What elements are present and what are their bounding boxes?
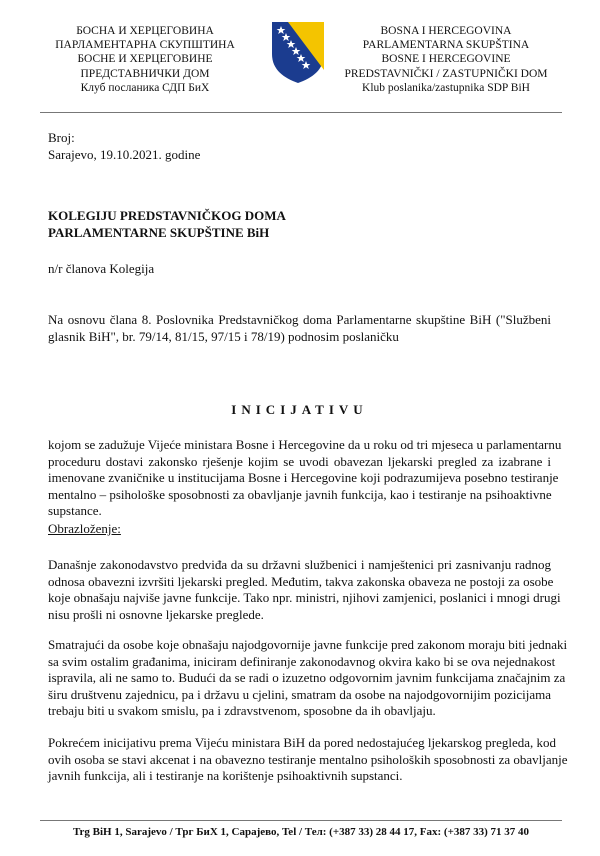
text-line: kojom se zadužuje Vijeće ministara Bosne i Hercegovine da u roku od tri mjeseca u parlamentarnu [48,437,562,452]
text-line: nisu prošli ni osnovne ljekarske preglede. [48,606,264,622]
header-left-line: Клуб посланика СДП БиХ [80,81,210,94]
text-line: proceduru dostavi zakonsko rješenje kojim se uvodi obavezan ljekarski pregled za izabrane i [48,453,551,469]
explanation-paragraph-2 [48,637,568,720]
text-line: koje obnašaju najviše javne funkcije. Tako npr. ministri, njihovi zamjenici, poslanici i mnogi drugi [48,590,561,606]
header-left-line: БОСНЕ И ХЕРЦЕГОВИНЕ [77,53,213,66]
text-line: ispravila, ali ne samo to. Budući da se radi o izuzetno odgovornim javnim funkcijama značajnim za [48,670,566,686]
header-left-line: ПАРЛАМЕНТАРНА СКУПШТИНА [55,39,235,52]
header-left-line: БОСНА И ХЕРЦЕГОВИНА [76,25,214,37]
header-left-cyrillic [40,24,250,95]
header-right-line: BOSNE I HERCEGOVINE [381,53,511,66]
header-right-line: Klub poslanika/zastupnika SDP BiH [362,81,530,94]
footer-divider [40,820,562,821]
text-line: Današnje zakonodavstvo predviđa da su državni službenici i namještenici pri zasnivanju radnog [48,557,551,572]
text-line: glasnik BiH", br. 79/14, 81/15, 97/15 i 78/19) podnosim poslaničku [48,328,399,344]
text-line: odnosa obavezni izvršiti ljekarski pregled. Međutim, takva zakonska obaveza ne postoji za osobe [48,573,554,589]
header-right-line: PREDSTAVNIČKI / ZASTUPNIČKI DOM [344,67,548,80]
document-number: Broj: [48,130,75,145]
header-divider [40,112,562,113]
recipient-line-1: KOLEGIJU PREDSTAVNIČKOG DOMA [48,208,286,223]
explanation-paragraph-1 [48,557,561,623]
text-line: širu društvenu zajednicu, pa i državu u cjelini, smatram da osobe na najodgovornijim pozicijama [48,686,551,702]
document-date: Sarajevo, 19.10.2021. godine [48,147,201,162]
text-line: trebaju biti u svakom smislu, pa i zdravstvenom, sposobne da ih obavljaju. [48,703,436,719]
text-line: ovih osoba se stavi akcenat i na obavezno testiranje mentalno psiholoških sposobnosti za obavljanje [48,751,568,767]
intro-paragraph [48,312,551,345]
recipient-attention: n/r članova Kolegija [48,261,155,276]
header-right-line: PARLAMENTARNA SKUPŠTINA [362,39,530,52]
text-line: Na osnovu člana 8. Poslovnika Predstavničkog doma Parlamentarne skupštine BiH ("Službeni [48,312,551,327]
text-line: supstance. [48,503,102,519]
explanation-heading: Obrazloženje: [48,521,121,536]
text-line: Smatrajući da osobe koje obnašaju najodgovornije javne funkcije pred zakonom moraju biti jednaki [48,637,568,652]
text-line: Pokrećem inicijativu prema Vijeću ministara BiH da pored nedostajućeg ljekarskog pregleda, kod [48,735,556,750]
recipient-line-2: PARLAMENTARNE SKUPŠTINE BiH [48,225,270,240]
text-line: mentalno – psihološke sposobnosti za obavljanje javnih funkcija, kao i testiranje na psihoaktivne [48,486,552,502]
initiative-paragraph [48,437,562,520]
header-left-line: ПРЕДСТАВНИЧКИ ДОМ [80,67,210,80]
footer-contact: Trg BiH 1, Sarajevo / Трг БиХ 1, Сарајево, Tel / Тел: (+387 33) 28 44 17, Fax: (+387 33) 71 37 40 [72,826,530,838]
text-line: sa svim ostalim građanima, iniciram definiranje zakonodavnog okvira kako bi se ova nejednakost [48,653,556,669]
header-right-line: BOSNA I HERCEGOVINA [380,25,512,37]
text-line: javnih funkcija, ali i testiranje na korištenje psihoaktivnih supstanci. [48,768,403,784]
document-title: INICIJATIVU [231,402,368,417]
coat-of-arms-icon [268,20,328,84]
header-right-latin [330,24,562,95]
text-line: imenovane zvaničnike u institucijama Bosne i Hercegovine koji podrazumijeva posebno testiranje [48,470,559,486]
explanation-paragraph-3 [48,735,568,785]
